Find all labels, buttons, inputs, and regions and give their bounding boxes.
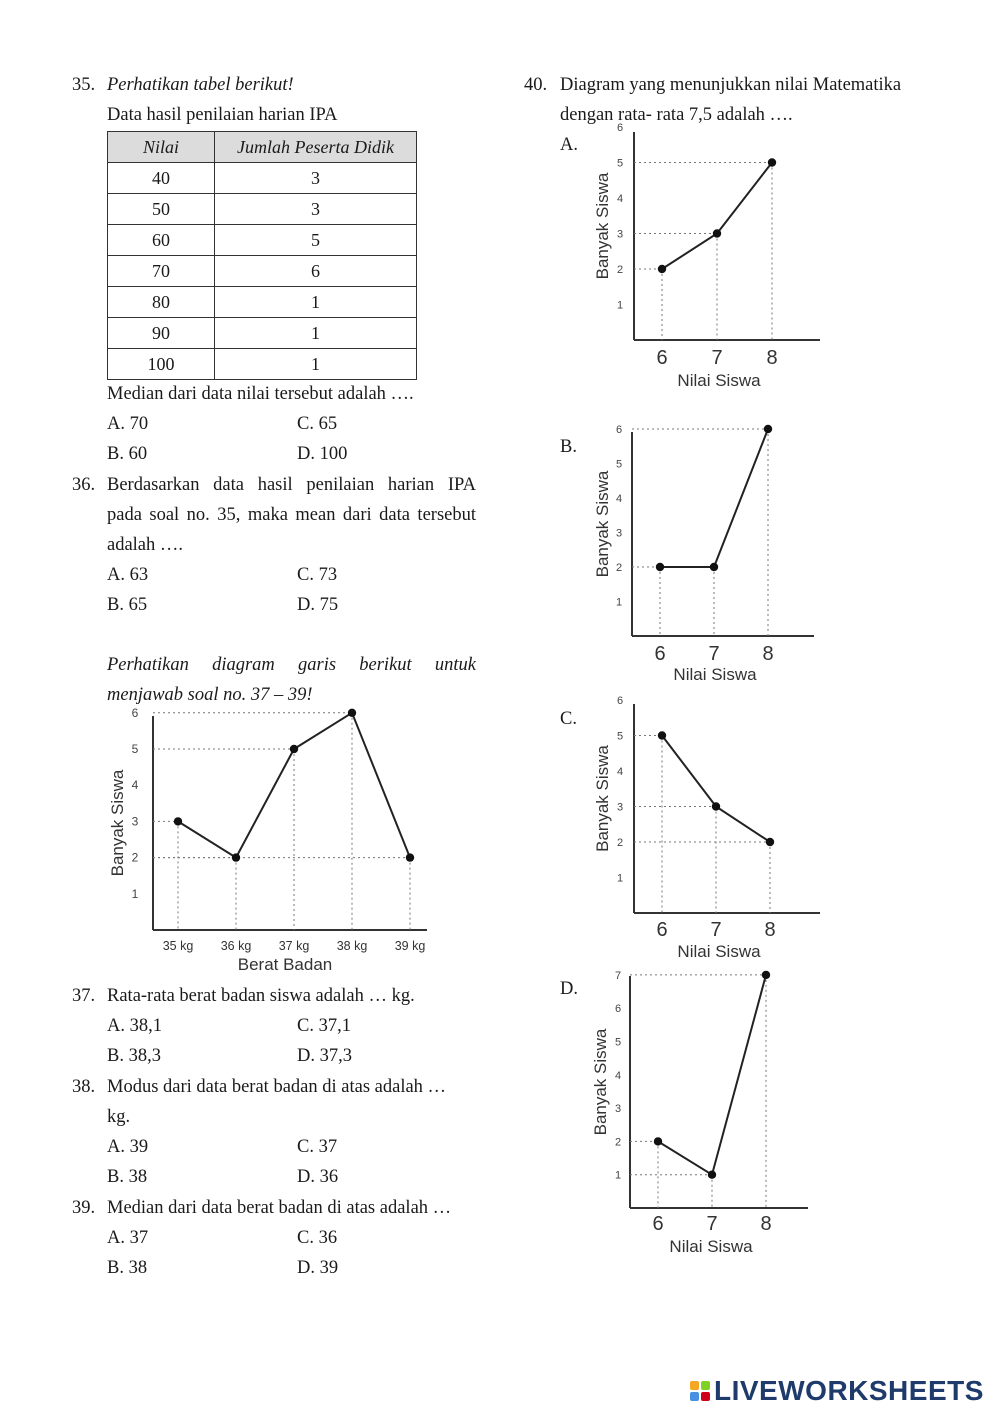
table-row <box>108 163 417 194</box>
logo-square <box>690 1392 699 1401</box>
data-point <box>656 563 664 571</box>
x-axis-title: Nilai Siswa <box>677 942 761 961</box>
q40-option-b[interactable]: B. <box>560 437 577 457</box>
q38-option-b[interactable]: B. 38 <box>107 1167 148 1187</box>
x-tick-label: 6 <box>656 347 668 369</box>
table-row <box>108 225 417 256</box>
x-axis-title: Berat Badan <box>237 955 333 974</box>
y-tick-label: 5 <box>615 458 623 471</box>
q35-option-c[interactable]: C. 65 <box>297 414 338 434</box>
y-tick-label: 4 <box>616 193 624 205</box>
data-point <box>712 802 720 810</box>
x-axis-title: Nilai Siswa <box>669 1237 753 1256</box>
table-header-row <box>108 132 417 163</box>
y-tick-label: 1 <box>615 596 623 609</box>
x-tick-label: 6 <box>652 1213 664 1235</box>
table-cell: 3 <box>215 194 417 225</box>
q39-question: Median dari data berat badan di atas adalah … <box>107 1198 452 1218</box>
q35-option-a[interactable]: A. 70 <box>107 414 149 434</box>
y-tick-label: 3 <box>614 1103 622 1116</box>
option-a-line-chart[interactable] <box>588 122 828 393</box>
q37-option-d[interactable]: D. 37,3 <box>297 1046 352 1066</box>
x-tick-label: 37 kg <box>278 939 310 953</box>
q38-option-a[interactable]: A. 39 <box>107 1137 149 1157</box>
x-tick-label: 7 <box>711 347 723 369</box>
q36-option-c[interactable]: C. 73 <box>297 565 338 585</box>
y-tick-label: 1 <box>614 1169 622 1182</box>
x-tick-label: 38 kg <box>336 939 368 953</box>
y-tick-label: 4 <box>615 493 623 505</box>
q37-option-a[interactable]: A. 38,1 <box>107 1016 162 1036</box>
weight-line-chart <box>95 705 440 974</box>
q36-option-b[interactable]: B. 65 <box>107 595 148 615</box>
table-cell: 40 <box>108 163 215 194</box>
y-tick-label: 2 <box>616 837 624 849</box>
q39-option-a[interactable]: A. 37 <box>107 1228 149 1248</box>
y-tick-label: 3 <box>131 814 139 829</box>
q37-number: 37. <box>72 986 96 1006</box>
q36-option-a[interactable]: A. 63 <box>107 565 149 585</box>
y-tick-label: 6 <box>615 424 623 436</box>
q40-line-1: Diagram yang menunjukkan nilai Matematika <box>560 75 902 95</box>
x-tick-label: 39 kg <box>394 939 426 953</box>
y-tick-label: 2 <box>131 850 139 865</box>
y-tick-label: 7 <box>614 969 622 982</box>
y-tick-label: 4 <box>614 1069 622 1082</box>
q39-number: 39. <box>72 1198 96 1218</box>
x-axis-title: Nilai Siswa <box>673 665 757 684</box>
q38-option-c[interactable]: C. 37 <box>297 1137 338 1157</box>
series-line <box>662 163 772 270</box>
q38-option-d[interactable]: D. 36 <box>297 1167 339 1187</box>
score-table <box>107 131 417 380</box>
y-tick-label: 1 <box>131 886 139 901</box>
q39-option-d[interactable]: D. 39 <box>297 1258 339 1278</box>
x-tick-label: 7 <box>706 1213 718 1235</box>
x-tick-label: 8 <box>764 919 776 941</box>
logo-square <box>701 1381 710 1390</box>
logo-square <box>701 1392 710 1401</box>
q36-line-2: pada soal no. 35, maka mean dari data tersebut <box>107 505 476 525</box>
table-cell: 6 <box>215 256 417 287</box>
instruction-37-39-line-2: menjawab soal no. 37 – 39! <box>107 685 313 705</box>
y-tick-label: 6 <box>131 705 139 720</box>
y-tick-label: 1 <box>616 872 624 885</box>
q36-option-d[interactable]: D. 75 <box>297 595 339 615</box>
liveworksheets-logo <box>690 1376 984 1406</box>
table-cell: 70 <box>108 256 215 287</box>
y-tick-label: 5 <box>131 742 139 756</box>
q39-option-b[interactable]: B. 38 <box>107 1258 148 1278</box>
x-tick-label: 8 <box>766 347 778 369</box>
data-point <box>710 563 718 571</box>
q40-line-2: dengan rata- rata 7,5 adalah …. <box>560 105 793 125</box>
option-c-line-chart[interactable] <box>588 695 828 965</box>
y-tick-label: 6 <box>614 1003 622 1016</box>
q40-number: 40. <box>524 75 548 95</box>
q40-option-d[interactable]: D. <box>560 979 578 999</box>
y-tick-label: 6 <box>616 695 624 707</box>
q38-number: 38. <box>72 1077 96 1097</box>
table-header-nilai: Nilai <box>108 132 215 163</box>
y-tick-label: 2 <box>616 264 624 276</box>
table-cell: 100 <box>108 349 215 380</box>
y-tick-label: 6 <box>616 122 624 134</box>
x-tick-label: 7 <box>708 643 720 665</box>
x-tick-label: 6 <box>654 643 666 665</box>
table-cell: 5 <box>215 225 417 256</box>
q35-question: Median dari data nilai tersebut adalah …. <box>107 384 414 404</box>
q37-question: Rata-rata berat badan siswa adalah … kg. <box>107 986 415 1006</box>
table-cell: 1 <box>215 318 417 349</box>
y-axis-title: Banyak Siswa <box>593 745 612 852</box>
data-point <box>764 425 772 433</box>
data-point <box>232 853 240 861</box>
q39-option-c[interactable]: C. 36 <box>297 1228 338 1248</box>
y-axis-title: Banyak Siswa <box>591 1028 610 1136</box>
table-row <box>108 287 417 318</box>
x-tick-label: 35 kg <box>162 939 194 953</box>
y-axis-title: Banyak Siswa <box>593 172 612 280</box>
y-tick-label: 4 <box>131 778 139 793</box>
q35-table-title: Data hasil penilaian harian IPA <box>107 105 338 125</box>
data-point <box>768 158 776 166</box>
x-tick-label: 7 <box>710 919 722 941</box>
logo-square <box>690 1381 699 1390</box>
data-point <box>762 971 770 979</box>
q35-number: 35. <box>72 75 96 95</box>
q35-option-d[interactable]: D. 100 <box>297 444 348 464</box>
q38-line-1: Modus dari data berat badan di atas adalah … <box>107 1077 447 1097</box>
q38-line-2: kg. <box>107 1107 131 1127</box>
data-point <box>658 265 666 273</box>
logo-mark-icon <box>690 1381 710 1401</box>
data-point <box>713 229 721 237</box>
data-point <box>406 853 414 861</box>
series-line <box>660 429 768 567</box>
y-tick-label: 1 <box>616 299 624 312</box>
y-tick-label: 3 <box>615 527 623 540</box>
data-point <box>348 709 356 717</box>
data-point <box>290 745 298 753</box>
q37-option-b[interactable]: B. 38,3 <box>107 1046 161 1066</box>
x-tick-label: 36 kg <box>220 939 252 953</box>
q36-number: 36. <box>72 475 96 495</box>
table-cell: 90 <box>108 318 215 349</box>
table-row <box>108 194 417 225</box>
y-tick-label: 5 <box>614 1036 622 1049</box>
y-tick-label: 2 <box>615 562 623 574</box>
option-b-line-chart[interactable] <box>588 424 823 688</box>
series-line <box>658 975 766 1175</box>
q37-option-c[interactable]: C. 37,1 <box>297 1016 351 1036</box>
table-row <box>108 256 417 287</box>
table-row <box>108 318 417 349</box>
instruction-37-39-line-1: Perhatikan diagram garis berikut untuk <box>107 655 476 675</box>
q35-option-b[interactable]: B. 60 <box>107 444 148 464</box>
x-tick-label: 8 <box>762 643 774 665</box>
y-tick-label: 5 <box>616 157 624 170</box>
x-axis-title: Nilai Siswa <box>677 371 761 390</box>
y-axis-title: Banyak Siswa <box>593 470 612 578</box>
y-tick-label: 3 <box>616 801 624 814</box>
q40-option-a[interactable]: A. <box>560 135 578 155</box>
x-tick-label: 8 <box>760 1213 772 1235</box>
table-cell: 60 <box>108 225 215 256</box>
y-tick-label: 4 <box>616 766 624 778</box>
q36-line-1: Berdasarkan data hasil penilaian harian IPA <box>107 475 476 495</box>
option-d-line-chart[interactable] <box>588 969 818 1262</box>
table-cell: 1 <box>215 349 417 380</box>
table-row <box>108 349 417 380</box>
table-cell: 1 <box>215 287 417 318</box>
data-point <box>766 838 774 846</box>
y-tick-label: 3 <box>616 228 624 241</box>
series-line <box>662 736 770 843</box>
q40-option-c[interactable]: C. <box>560 709 577 729</box>
data-point <box>654 1137 662 1145</box>
data-point <box>708 1171 716 1179</box>
y-tick-label: 2 <box>614 1136 622 1149</box>
y-tick-label: 5 <box>616 730 624 743</box>
table-cell: 80 <box>108 287 215 318</box>
table-cell: 50 <box>108 194 215 225</box>
q36-line-3: adalah …. <box>107 535 184 555</box>
q35-instruction: Perhatikan tabel berikut! <box>107 75 294 95</box>
data-point <box>658 731 666 739</box>
logo-text: LIVEWORKSHEETS <box>714 1375 984 1406</box>
table-header-jumlah: Jumlah Peserta Didik <box>215 132 417 163</box>
x-tick-label: 6 <box>656 919 668 941</box>
y-axis-title: Banyak Siswa <box>108 769 127 877</box>
data-point <box>174 817 182 825</box>
table-cell: 3 <box>215 163 417 194</box>
